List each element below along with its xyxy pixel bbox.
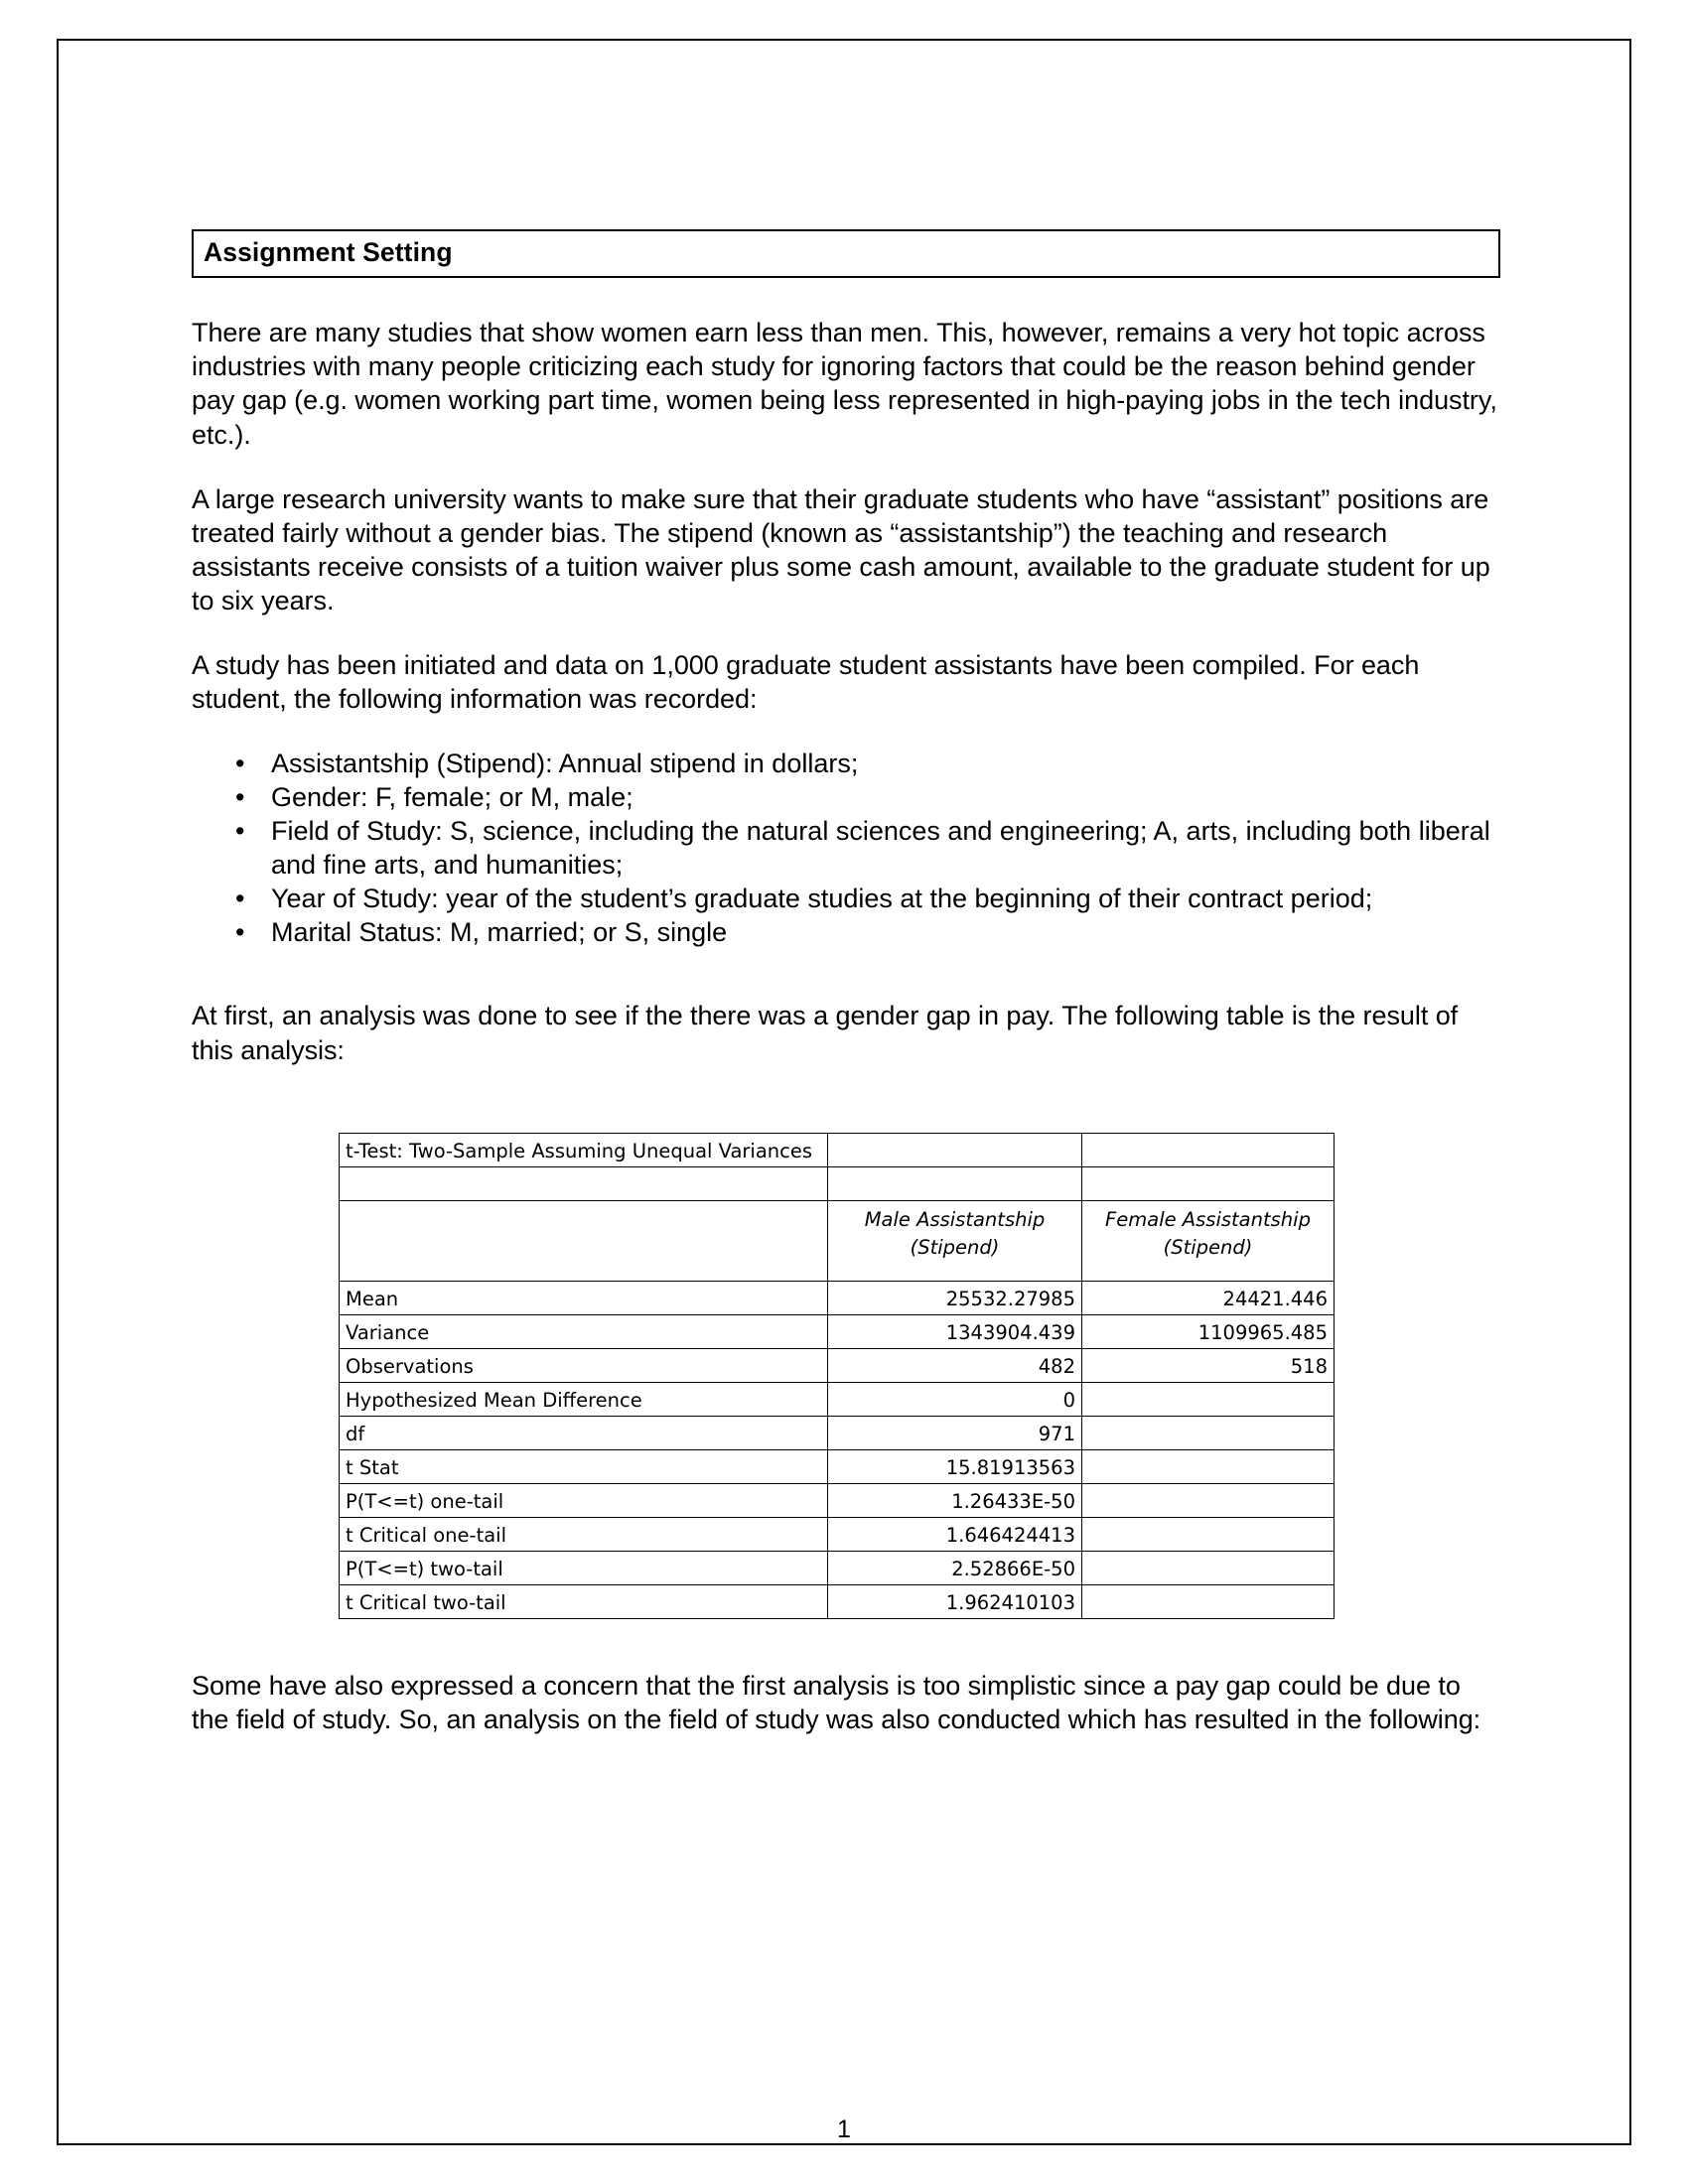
row-value-female xyxy=(1082,1483,1335,1517)
table-row xyxy=(340,1416,1335,1449)
page-number: 1 xyxy=(837,2116,851,2143)
list-item-label: Marital Status: M, married; or S, single xyxy=(271,917,728,948)
row-value-female xyxy=(1082,1551,1335,1584)
variables-list xyxy=(192,747,1500,950)
paragraph-university: A large research university wants to make sure that their graduate students who have “assistant” positions are treated fairly without a gender bias. The stipend (known as “assistantship”) the teaching and research assistants receive consists of a tuition waiver plus some cash amount, available to the graduate student for up to six years. xyxy=(192,483,1490,616)
row-value-female: 24421.446 xyxy=(1082,1281,1335,1314)
bullet-icon: • xyxy=(235,917,245,948)
spacer xyxy=(192,1067,1500,1133)
bullet-icon: • xyxy=(235,748,245,778)
row-value-male: 2.52866E-50 xyxy=(828,1551,1082,1584)
row-value-female: 1109965.485 xyxy=(1082,1314,1335,1348)
paragraph-study: A study has been initiated and data on 1,000 graduate student assistants have been compiled. For each student, the following information was recorded: xyxy=(192,650,1420,715)
bullet-icon: • xyxy=(235,884,245,914)
list-item xyxy=(192,915,1500,949)
list-item-label: Field of Study: S, science, including the natural sciences and engineering; A, arts, including both liberal and fine arts, and humanities; xyxy=(271,815,1490,880)
list-item-label: Assistantship (Stipend): Annual stipend in dollars; xyxy=(271,748,859,778)
table-cell-empty xyxy=(1082,1166,1335,1200)
row-value-female xyxy=(1082,1382,1335,1416)
column-header-female-line2: (Stipend) xyxy=(1163,1235,1253,1259)
assignment-setting-heading-box xyxy=(192,229,1500,278)
spacer xyxy=(192,949,1500,999)
page-title: Assignment Setting xyxy=(204,237,453,267)
row-label: Variance xyxy=(340,1314,828,1348)
row-value-female xyxy=(1082,1416,1335,1449)
list-item xyxy=(192,882,1500,915)
row-value-male: 1.962410103 xyxy=(828,1584,1082,1618)
row-value-male: 482 xyxy=(828,1348,1082,1382)
row-value-male: 25532.27985 xyxy=(828,1281,1082,1314)
column-header-male-line2: (Stipend) xyxy=(910,1235,1000,1259)
row-value-male: 0 xyxy=(828,1382,1082,1416)
list-item xyxy=(192,780,1500,814)
table-row xyxy=(340,1281,1335,1314)
row-value-female xyxy=(1082,1517,1335,1551)
page-content xyxy=(192,229,1500,1736)
paragraph-concern: Some have also expressed a concern that the first analysis is too simplistic since a pay gap could be due to the field of study. So, an analysis on the field of study was also conducted which has resulted in the following: xyxy=(192,1670,1481,1734)
table-row xyxy=(340,1551,1335,1584)
row-value-female: 518 xyxy=(1082,1348,1335,1382)
table-cell-empty xyxy=(1082,1133,1335,1166)
column-header-male-line1: Male Assistantship xyxy=(864,1207,1046,1231)
row-label: P(T<=t) one-tail xyxy=(340,1483,828,1517)
table-row xyxy=(340,1449,1335,1483)
row-value-male: 15.81913563 xyxy=(828,1449,1082,1483)
table-row xyxy=(340,1382,1335,1416)
table-row xyxy=(340,1517,1335,1551)
list-item xyxy=(192,747,1500,780)
table-row-header xyxy=(340,1200,1335,1281)
list-item-label: Gender: F, female; or M, male; xyxy=(271,781,633,812)
row-label: t Stat xyxy=(340,1449,828,1483)
table-cell-empty xyxy=(828,1166,1082,1200)
table-row xyxy=(340,1483,1335,1517)
page-sheet xyxy=(57,39,1631,2145)
row-label: t Critical one-tail xyxy=(340,1517,828,1551)
column-header-blank xyxy=(340,1200,828,1281)
table-cell-empty xyxy=(828,1133,1082,1166)
table-row-title xyxy=(340,1133,1335,1166)
row-value-male: 1.26433E-50 xyxy=(828,1483,1082,1517)
row-value-male: 1.646424413 xyxy=(828,1517,1082,1551)
row-label: Hypothesized Mean Difference xyxy=(340,1382,828,1416)
row-value-female xyxy=(1082,1449,1335,1483)
spacer xyxy=(192,1619,1500,1669)
row-label: Observations xyxy=(340,1348,828,1382)
table-row-blank xyxy=(340,1166,1335,1200)
table-row xyxy=(340,1584,1335,1618)
row-label: t Critical two-tail xyxy=(340,1584,828,1618)
row-value-female xyxy=(1082,1584,1335,1618)
paragraph-first-analysis: At first, an analysis was done to see if the there was a gender gap in pay. The following table is the result of this analysis: xyxy=(192,1001,1459,1065)
row-value-male: 1343904.439 xyxy=(828,1314,1082,1348)
table-row xyxy=(340,1348,1335,1382)
list-item-label: Year of Study: year of the student’s graduate studies at the beginning of their contract period; xyxy=(271,884,1373,914)
ttest-results-table xyxy=(339,1133,1335,1619)
row-label: df xyxy=(340,1416,828,1449)
row-value-male: 971 xyxy=(828,1416,1082,1449)
column-header-female xyxy=(1082,1200,1335,1281)
ttest-table-wrapper xyxy=(339,1133,1334,1619)
bullet-icon: • xyxy=(235,781,245,812)
table-title-cell: t-Test: Two-Sample Assuming Unequal Variances xyxy=(340,1133,828,1166)
row-label: Mean xyxy=(340,1281,828,1314)
row-label: P(T<=t) two-tail xyxy=(340,1551,828,1584)
column-header-male xyxy=(828,1200,1082,1281)
table-cell-empty xyxy=(340,1166,828,1200)
column-header-female-line1: Female Assistantship xyxy=(1105,1207,1311,1231)
list-item xyxy=(192,814,1500,882)
table-row xyxy=(340,1314,1335,1348)
spacer xyxy=(192,717,1500,747)
paragraph-intro: There are many studies that show women earn less than men. This, however, remains a very hot topic across industries with many people criticizing each study for ignoring factors that could be the reason behind gender pay gap (e.g. women working part time, women being less represented in high-paying jobs in the tech industry, etc.). xyxy=(192,318,1497,450)
bullet-icon: • xyxy=(235,815,245,846)
